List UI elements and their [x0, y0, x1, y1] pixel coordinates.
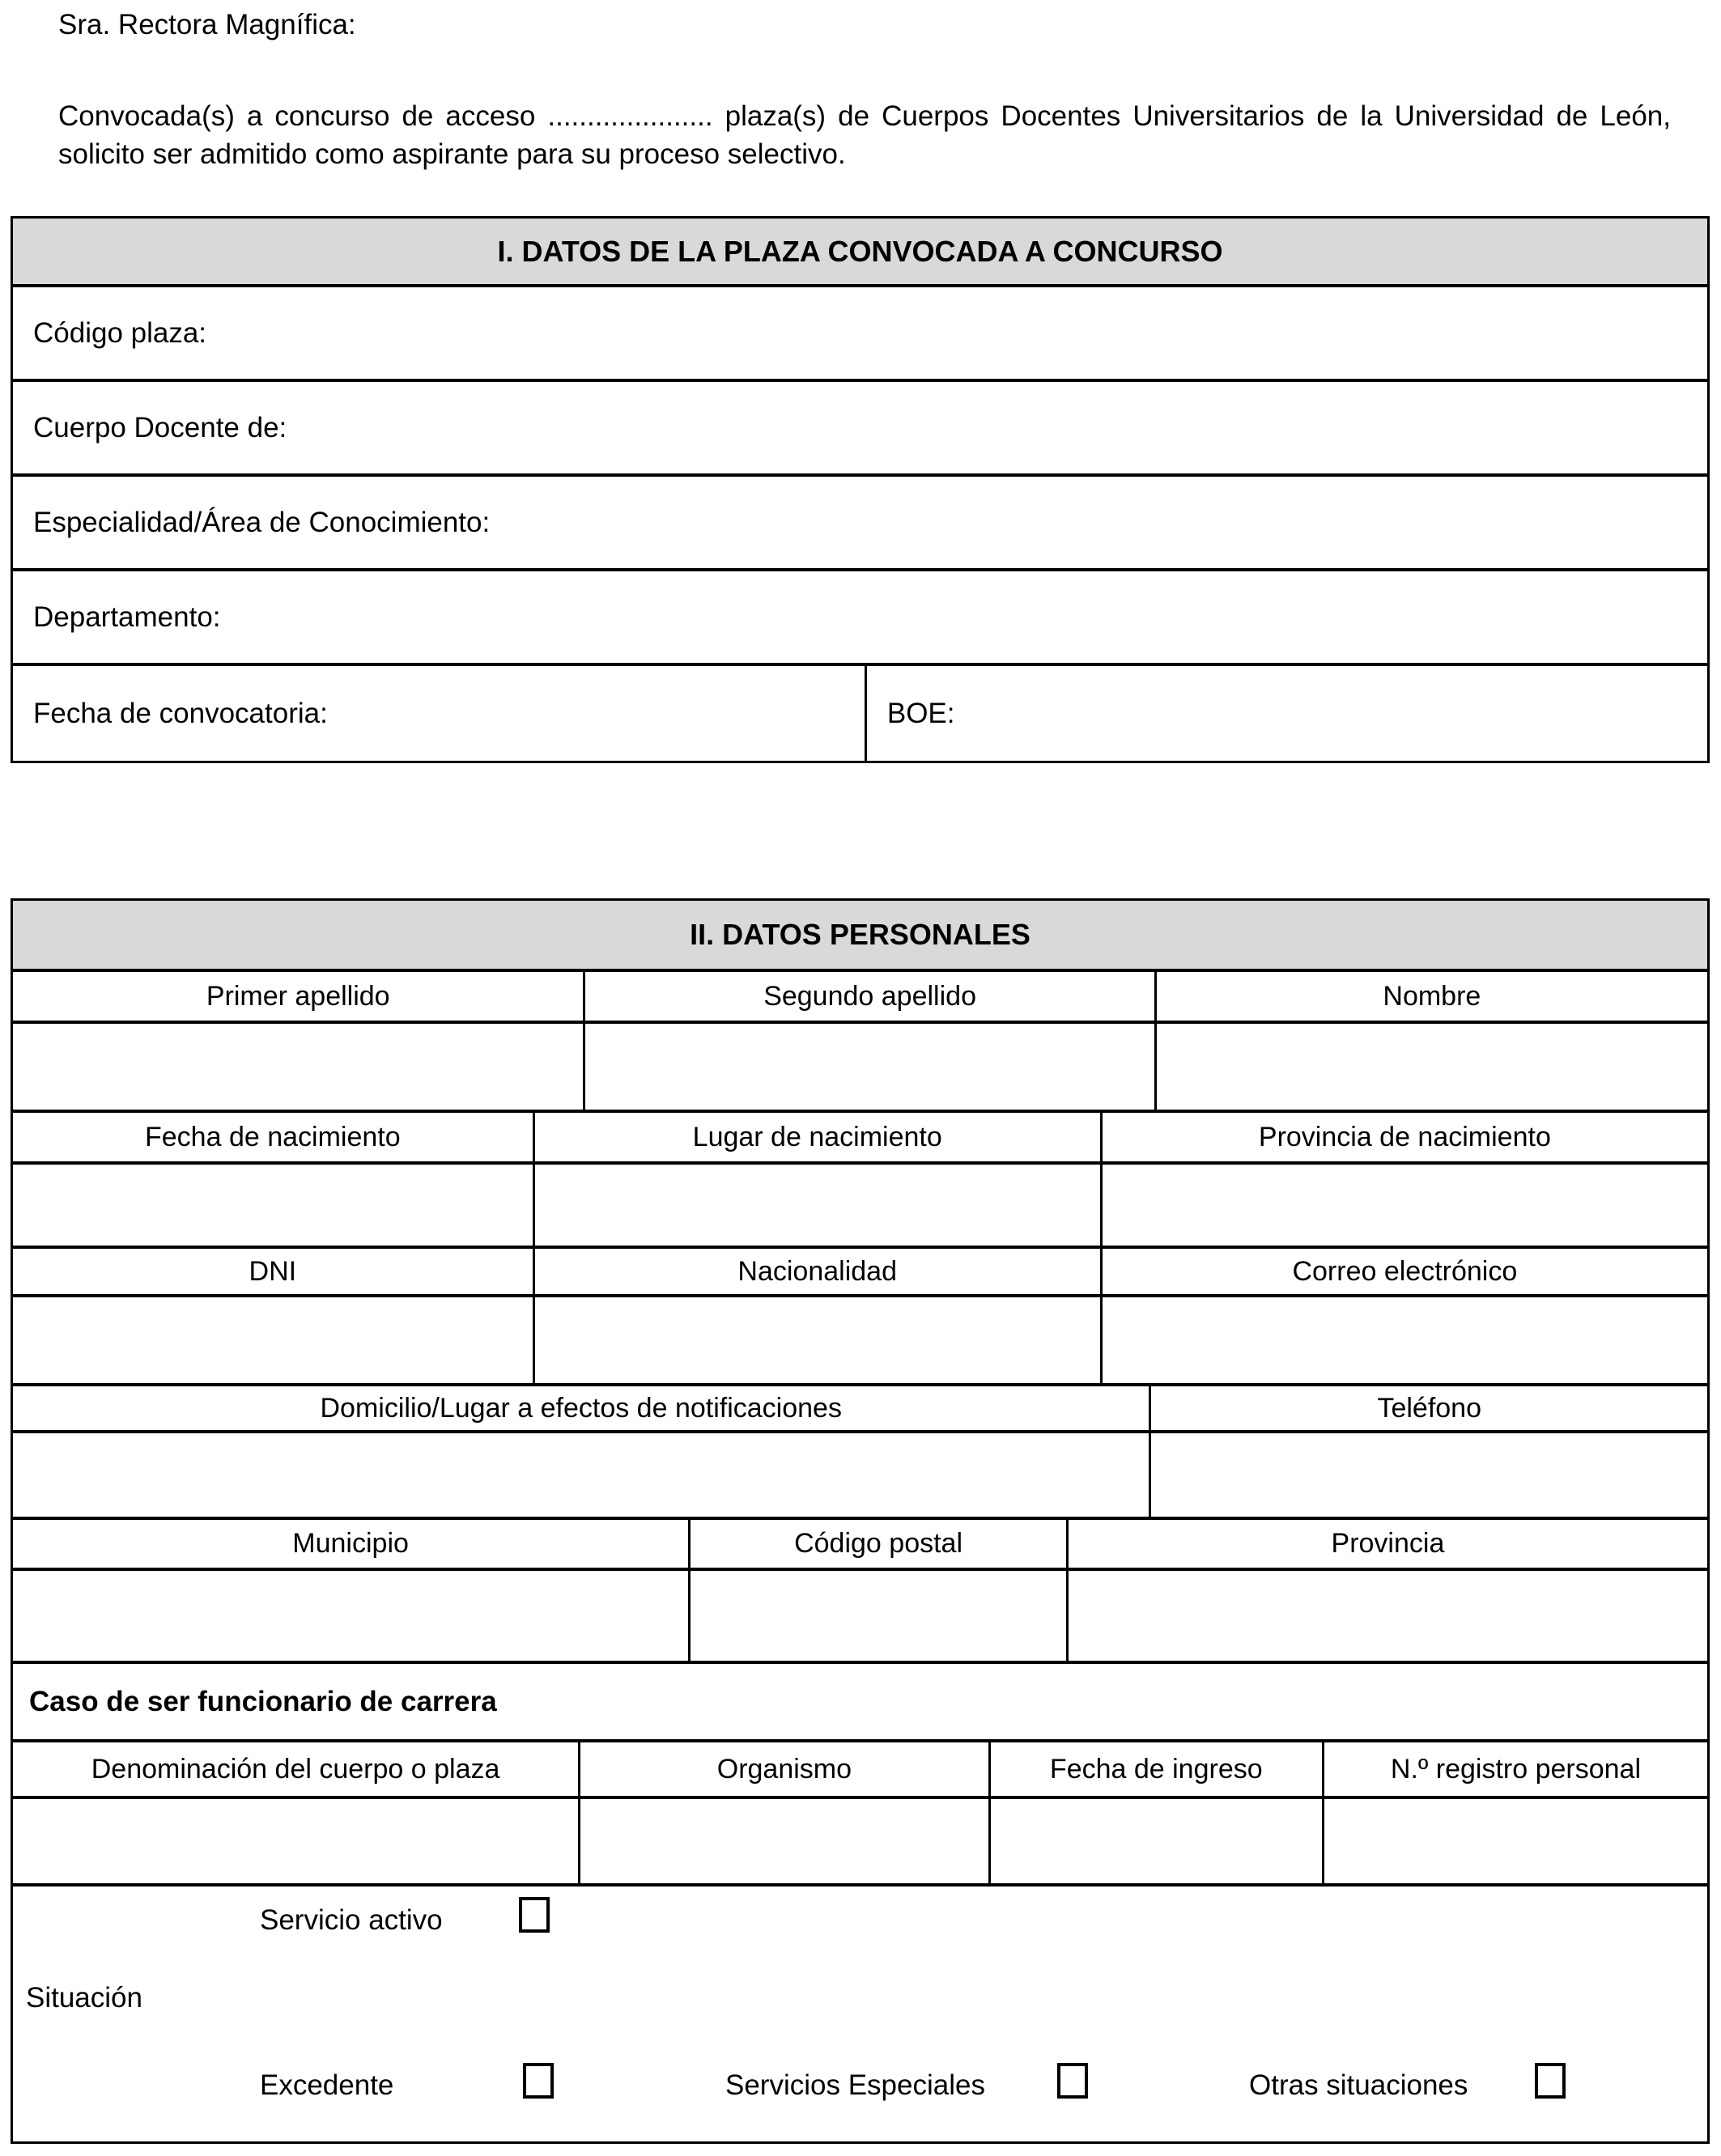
- nombre-label: Nombre: [1383, 980, 1481, 1012]
- municipio-input-cell[interactable]: [13, 1571, 691, 1661]
- cuerpo-docente-label: Cuerpo Docente de:: [33, 411, 287, 444]
- salutation-text: Sra. Rectora Magnífica:: [58, 9, 356, 40]
- funcionario-heading: Caso de ser funcionario de carrera: [29, 1685, 497, 1717]
- segundo-apellido-label: Segundo apellido: [585, 972, 1156, 1021]
- codigo-postal-label: Código postal: [691, 1520, 1069, 1568]
- dni-label: DNI: [13, 1249, 535, 1294]
- especialidad-label: Especialidad/Área de Conocimiento:: [33, 506, 491, 538]
- nombre-input-cell[interactable]: [1157, 1024, 1707, 1110]
- excedente-label: Excedente: [260, 2069, 394, 2101]
- servicio-activo-label: Servicio activo: [260, 1904, 443, 1936]
- nacionalidad-input-cell[interactable]: [535, 1297, 1103, 1383]
- segundo-apellido-input-cell[interactable]: [585, 1024, 1156, 1110]
- registro-personal-input-cell[interactable]: [1324, 1799, 1707, 1883]
- fecha-ingreso-label: Fecha de ingreso: [991, 1742, 1324, 1796]
- fecha-ingreso-input-cell[interactable]: [991, 1799, 1324, 1883]
- domicilio-input-cell[interactable]: [13, 1433, 1151, 1517]
- municipio-label: Municipio: [13, 1520, 691, 1568]
- domicilio-label: Domicilio/Lugar a efectos de notificaciones: [13, 1386, 1151, 1430]
- section1-table: [11, 216, 1710, 763]
- primer-apellido-input-cell[interactable]: [13, 1024, 585, 1110]
- excedente-checkbox[interactable]: [523, 2063, 554, 2099]
- denominacion-input-cell[interactable]: [13, 1799, 580, 1883]
- telefono-label: Teléfono: [1377, 1392, 1481, 1424]
- situacion-label: Situación: [26, 1982, 142, 2014]
- section2-table: [11, 898, 1710, 2144]
- codigo-plaza-field[interactable]: [13, 287, 1707, 379]
- intro-paragraph: Convocada(s) a concurso de acceso ..................... plaza(s) de Cuerpos Docentes Universitarios de la Universidad de León, solicito ser admitido como aspirante para su proceso selectivo.: [58, 100, 1671, 170]
- correo-label: Correo electrónico: [1292, 1255, 1518, 1287]
- codigo-plaza-label: Código plaza:: [33, 316, 207, 349]
- section2-title: II. DATOS PERSONALES: [13, 901, 1707, 969]
- especialidad-field[interactable]: [13, 477, 1707, 568]
- intro-block: [58, 6, 1671, 173]
- registro-personal-label: N.º registro personal: [1390, 1753, 1642, 1785]
- provincia-label: Provincia: [1331, 1528, 1445, 1559]
- boe-field[interactable]: [867, 666, 1707, 761]
- fecha-nacimiento-input-cell[interactable]: [13, 1165, 535, 1246]
- telefono-input-cell[interactable]: [1151, 1433, 1707, 1517]
- situacion-row: [13, 1886, 1707, 2141]
- servicios-especiales-checkbox[interactable]: [1057, 2063, 1088, 2099]
- codigo-postal-input-cell[interactable]: [691, 1571, 1069, 1661]
- fecha-convocatoria-label: Fecha de convocatoria:: [33, 697, 328, 729]
- departamento-label: Departamento:: [33, 601, 221, 633]
- section1-title: I. DATOS DE LA PLAZA CONVOCADA A CONCURSO: [13, 219, 1707, 284]
- otras-situaciones-checkbox[interactable]: [1535, 2063, 1566, 2099]
- lugar-nacimiento-input-cell[interactable]: [535, 1165, 1103, 1246]
- provincia-nacimiento-label: Provincia de nacimiento: [1258, 1121, 1551, 1152]
- correo-input-cell[interactable]: [1103, 1297, 1707, 1383]
- boe-label: BOE:: [886, 697, 955, 729]
- servicio-activo-checkbox[interactable]: [519, 1897, 550, 1933]
- departamento-field[interactable]: [13, 571, 1707, 663]
- organismo-input-cell[interactable]: [580, 1799, 991, 1883]
- cuerpo-docente-field[interactable]: [13, 382, 1707, 473]
- provincia-nacimiento-input-cell[interactable]: [1103, 1165, 1707, 1246]
- organismo-label: Organismo: [580, 1742, 991, 1796]
- otras-situaciones-label: Otras situaciones: [1249, 2069, 1468, 2101]
- nacionalidad-label: Nacionalidad: [535, 1249, 1103, 1294]
- fecha-convocatoria-field[interactable]: [13, 666, 867, 761]
- lugar-nacimiento-label: Lugar de nacimiento: [535, 1113, 1103, 1161]
- denominacion-label: Denominación del cuerpo o plaza: [13, 1742, 580, 1796]
- provincia-input-cell[interactable]: [1069, 1571, 1707, 1661]
- primer-apellido-label: Primer apellido: [13, 972, 585, 1021]
- servicios-especiales-label: Servicios Especiales: [725, 2069, 985, 2101]
- fecha-nacimiento-label: Fecha de nacimiento: [13, 1113, 535, 1161]
- dni-input-cell[interactable]: [13, 1297, 535, 1383]
